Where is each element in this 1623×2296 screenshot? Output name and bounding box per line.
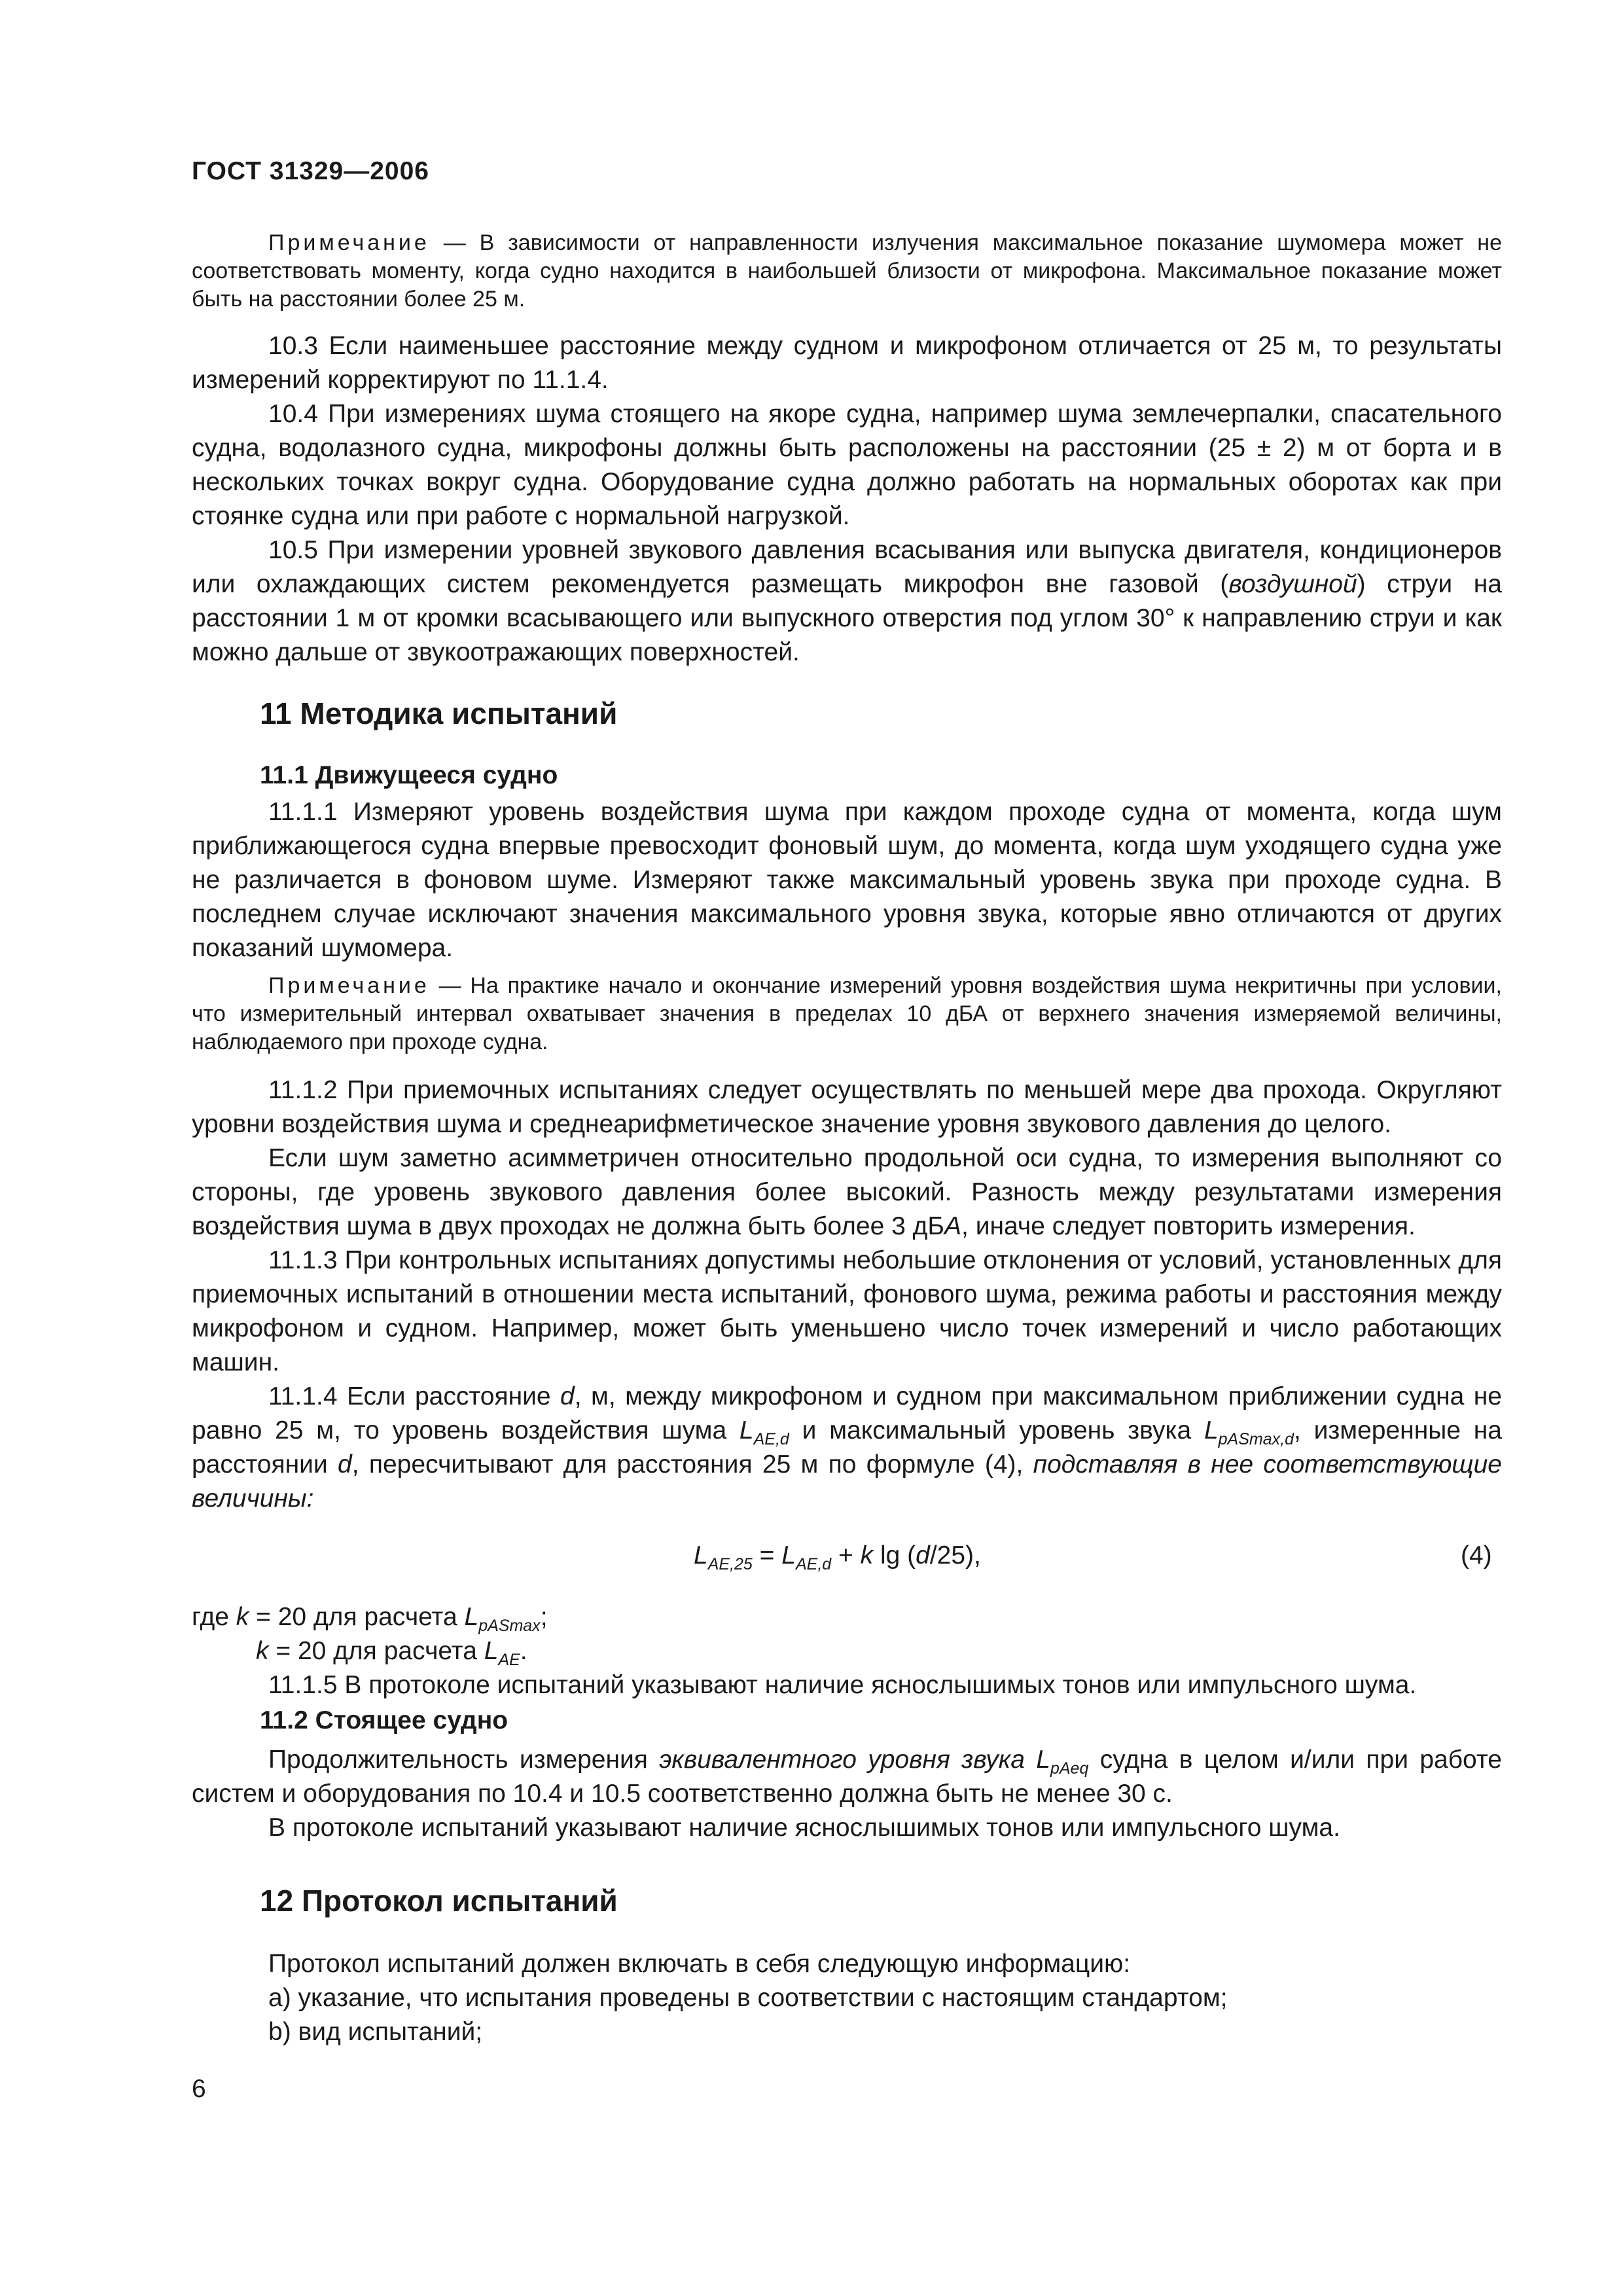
note-2-label: Примечание [268, 973, 430, 998]
list-item: a) указание, что испытания проведены в соответствии с настоящим стандартом; [268, 1984, 1228, 2012]
section-11-2-heading-wrap [192, 1706, 1502, 1735]
section-11-1-paragraphs [192, 1073, 1502, 1516]
paragraph-12: Протокол испытаний должен включать в себя следующую информацию: [268, 1950, 1131, 1978]
note-2-block [192, 972, 1502, 1056]
paragraph-11-1-1-wrap [192, 795, 1502, 965]
where-line-1: где k = 20 для расчета $L_{pASmax}$; [192, 1603, 548, 1635]
document-header: ГОСТ 31329—2006 [192, 157, 429, 185]
where-line-2: k = 20 для расчета $L_{AE}$. [256, 1637, 527, 1669]
paragraph-asymmetry: Если шум заметно асимметричен относительно продольной оси судна, то измерения выполняют со стороны, где уровень звукового давления более высокий. Разность между результатами измерения воздействия шума в двух проходах не должна быть более 3 дБA, иначе следует повторить измерения. [192, 1144, 1502, 1240]
formula-4: $L_{AE,25} = L_{AE,d} + k$ lg (d/25), [694, 1541, 981, 1573]
where-clause [192, 1600, 1502, 1702]
paragraph-11-1-1: 11.1.1 Измеряют уровень воздействия шума при каждом проходе судна от момента, когда шум приближающегося судна впервые превосходит фоновый шум, до момента, когда шум уходящего судна уже не различается в фоновом шуме. Измеряют также максимальный уровень звука при проходе судна. В последнем случае исключают значения максимального уровня звука, которые явно отличаются от других показаний шумомера. [192, 798, 1502, 962]
section-12-heading: 12 Протокол испытаний [260, 1884, 618, 1918]
paragraph-11-2-b: В протоколе испытаний указывают наличие яснослышимых тонов или импульсного шума. [268, 1814, 1340, 1842]
page-number: 6 [192, 2075, 206, 2103]
note-label: Примечание [268, 230, 430, 255]
section-11-1-heading-wrap [192, 761, 1502, 790]
paragraph-11-1-4: 11.1.4 Если расстояние d, м, между микрофоном и судном при максимальном приближении судна не равно 25 м, то уровень воздействия шума $L_{AE,d}$ и максимальный уровень звука $L_{pASmax,d}$, измеренные на расстоянии d, пересчитывают для расстояния 25 м по формуле (4), подставляя в нее соответствующие величины: [192, 1382, 1502, 1513]
formula-number: (4) [1461, 1541, 1492, 1570]
paragraph-11-2: Продолжительность измерения эквивалентного уровня звука $L_{pAeq}$ судна в целом и/или при работе систем и оборудования по 10.4 и 10.5 соответственно должна быть не менее 30 с. [192, 1746, 1502, 1808]
section-11-2-paragraphs [192, 1743, 1502, 1845]
paragraph-11-1-5: 11.1.5 В протоколе испытаний указывают наличие яснослышимых тонов или импульсного шума. [268, 1671, 1417, 1699]
section-12-content [192, 1947, 1502, 2049]
section-12-heading-wrap [192, 1883, 1502, 1918]
section-11-heading: 11 Методика испытаний [260, 696, 618, 730]
section-11-2-heading: 11.2 Стоящее судно [260, 1706, 508, 1734]
paragraph-11-1-2: 11.1.2 При приемочных испытаниях следует осуществлять по меньшей мере два прохода. Округляют уровни воздействия шума и среднеарифметическое значение уровня звукового давления до целого. [192, 1076, 1502, 1138]
paragraph-10-3: 10.3 Если наименьшее расстояние между судном и микрофоном отличается от 25 м, то результаты измерений корректируют по 11.1.4. [192, 332, 1502, 394]
section-11-heading-wrap [192, 696, 1502, 731]
section-10-paragraphs [192, 329, 1502, 670]
section-11-1-heading: 11.1 Движущееся судно [260, 761, 558, 789]
note-2-text: — На практике начало и окончание измерений уровня воздействия шума некритичны при условии, что измерительный интервал охватывает значения в пределах 10 дБА от верхнего значения измеряемой величины, наблюдаемого при проходе судна. [192, 973, 1502, 1054]
note-block [192, 229, 1502, 314]
list-item: b) вид испытаний; [268, 2018, 483, 2046]
paragraph-11-1-3: 11.1.3 При контрольных испытаниях допустимы небольшие отклонения от условий, установленных для приемочных испытаний в отношении места испытаний, фонового шума, режима работы и расстояния между микрофоном и судном. Например, может быть уменьшено число точек измерений и число работающих машин. [192, 1246, 1502, 1376]
note-text: — В зависимости от направленности излучения максимальное показание шумомера может не соответствовать моменту, когда судно находится в наибольшей близости от микрофона. Максимальное показание может быть на расстоянии более 25 м. [192, 230, 1502, 312]
paragraph-10-5: 10.5 При измерении уровней звукового давления всасывания или выпуска двигателя, кондиционеров или охлаждающих систем рекомендуется размещать микрофон вне газовой (воздушной) струи на расстоянии 1 м от кромки всасывающего или выпускного отверстия под углом 30° к направлению струи и как можно дальше от звукоотражающих поверхностей. [192, 536, 1502, 666]
paragraph-10-4: 10.4 При измерениях шума стоящего на якоре судна, например шума землечерпалки, спасательного судна, водолазного судна, микрофоны должны быть расположены на расстоянии (25 ± 2) м от борта и в нескольких точках вокруг судна. Оборудование судна должно работать на нормальных оборотах как при стоянке судна или при работе с нормальной нагрузкой. [192, 400, 1502, 530]
